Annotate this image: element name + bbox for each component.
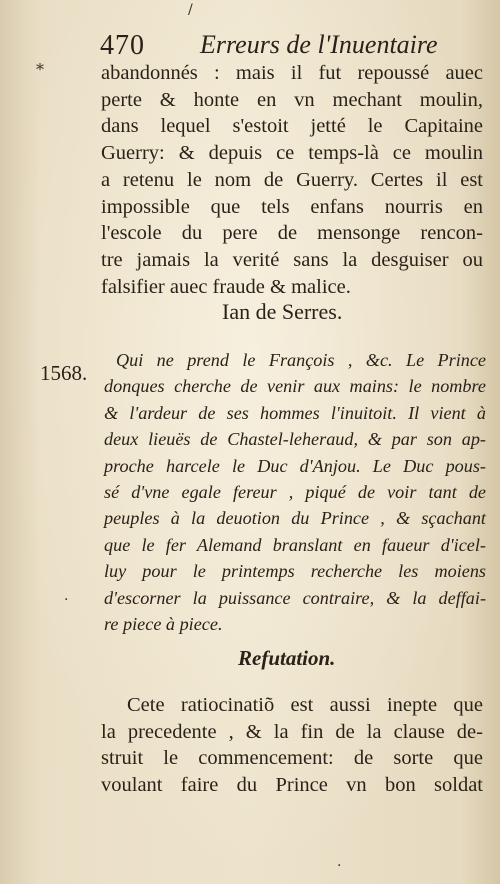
margin-year: 1568.: [40, 361, 88, 385]
quote-line: d'escorner la puissance contraire, & la deffai-: [104, 587, 486, 608]
text-line: Guerry: & depuis ce temps-là ce moulin: [101, 142, 483, 165]
text-line: l'escole du pere de mensonge rencon-: [101, 222, 483, 245]
quote-line: & l'ardeur de ses hommes l'inuitoit. Il vient à: [104, 402, 486, 423]
text-line: tre jamais la verité sans la desguiser ou: [101, 248, 483, 271]
text-line: falsifier auec fraude & malice.: [101, 275, 351, 298]
page-number: 470: [100, 30, 145, 61]
refutation-text: [101, 692, 483, 799]
running-title: Erreurs de l'Inuentaire: [200, 30, 438, 59]
passage-text: [101, 60, 483, 300]
quote-line: deux lieuës de Chastel-leheraud, & par son ap-: [104, 429, 486, 450]
text-line: la precedente , & la fin de la clause de-: [101, 720, 483, 743]
top-slash-mark: /: [188, 2, 193, 18]
quote-line: peuples à la deuotion du Prince , & sçachant: [104, 508, 486, 529]
text-line: perte & honte en vn mechant moulin,: [101, 88, 483, 111]
quoted-passage: [104, 347, 486, 637]
text-line: voulant faire du Prince vn bon soldat: [101, 774, 483, 797]
text-line: a retenu le nom de Guerry. Certes il est: [101, 168, 483, 191]
quote-line: re piece à piece.: [104, 614, 223, 635]
quote-line: proche harcele le Duc d'Anjou. Le Duc pous-: [104, 455, 486, 476]
text-line: Cete ratiocinatiõ est aussi inepte que: [127, 694, 483, 716]
author-signature: Ian de Serres.: [222, 299, 343, 324]
text-line: struit le commencement: de sorte que: [101, 747, 483, 770]
bottom-dot-mark: ·: [337, 858, 342, 874]
quote-line: luy pour le printemps recherche les moiens: [104, 561, 486, 582]
margin-star-mark: *: [36, 60, 44, 79]
quote-line: donques cherche de venir aux mains: le nombre: [104, 376, 486, 397]
refutation-heading: Refutation.: [238, 646, 336, 670]
quote-line: sé d'vne egale fereur , piqué de voir tant de: [104, 482, 486, 503]
text-line: abandonnés : mais il fut repoussé auec: [101, 62, 483, 84]
text-line: dans lequel s'estoit jetté le Capitaine: [101, 115, 483, 138]
text-line: impossible que tels enfans nourris en: [101, 195, 483, 218]
quote-line: que le fer Alemand branslant en faueur d'icel-: [104, 534, 486, 555]
margin-dot-mark: ·: [64, 592, 69, 608]
quote-line: Qui ne prend le François , &c. Le Prince: [116, 350, 486, 370]
